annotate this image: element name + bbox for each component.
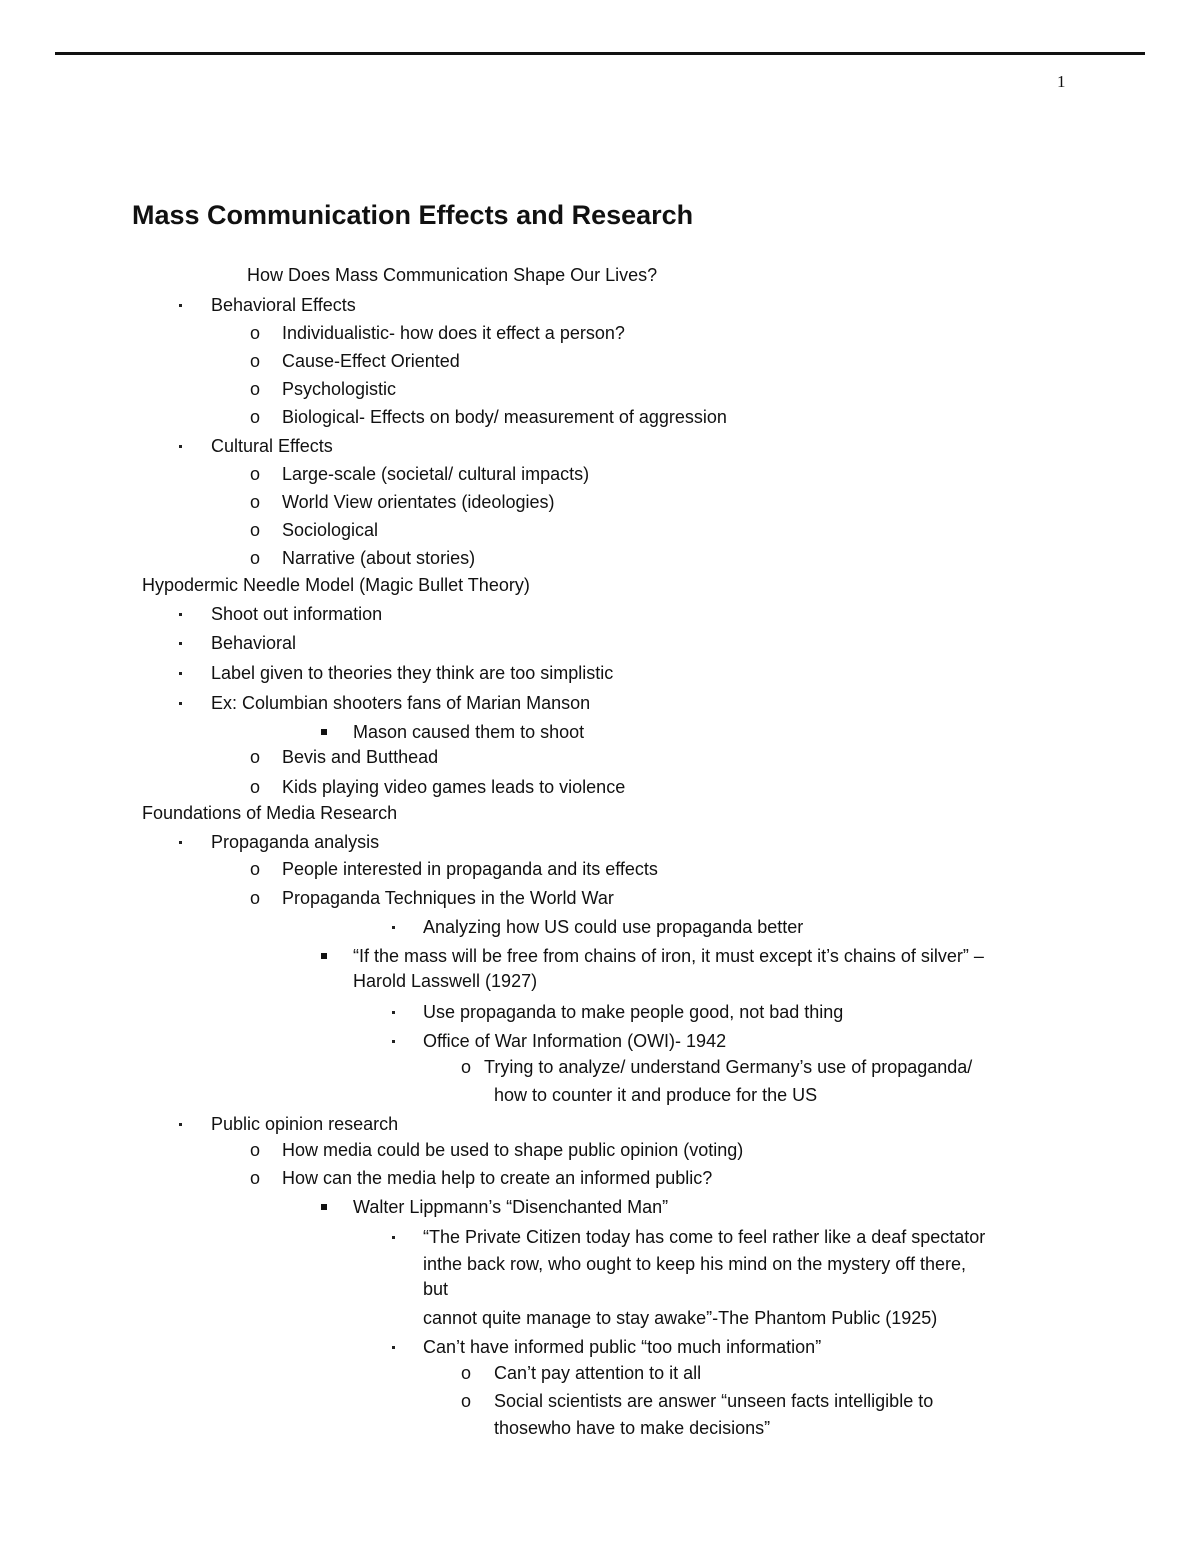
list-item: Can’t pay attention to it all bbox=[494, 1363, 702, 1383]
list-item: People interested in propaganda and its effects bbox=[282, 859, 658, 879]
list-item: World View orientates (ideologies) bbox=[282, 492, 555, 512]
bullet-dot bbox=[392, 1011, 395, 1014]
header-rule bbox=[55, 52, 1145, 55]
bullet-o: o bbox=[250, 520, 261, 540]
list-item-continued: Harold Lasswell (1927) bbox=[353, 971, 538, 991]
list-item: Office of War Information (OWI)- 1942 bbox=[423, 1031, 727, 1051]
bullet-o: o bbox=[250, 351, 261, 371]
list-item-continued: how to counter it and produce for the US bbox=[494, 1085, 818, 1105]
list-item: How media could be used to shape public opinion (voting) bbox=[282, 1140, 744, 1160]
bullet-square bbox=[321, 953, 327, 959]
bullet-dot bbox=[179, 642, 182, 645]
list-item-continued: inthe back row, who ought to keep his mind on the mystery off there, bbox=[423, 1254, 966, 1274]
list-item-continued: cannot quite manage to stay awake”-The Phantom Public (1925) bbox=[423, 1308, 938, 1328]
section-heading: Foundations of Media Research bbox=[142, 803, 398, 823]
bullet-square bbox=[321, 1204, 327, 1210]
bullet-o: o bbox=[250, 859, 261, 879]
bullet-dot bbox=[179, 841, 182, 844]
bullet-o: o bbox=[461, 1391, 472, 1411]
page-number: 1 bbox=[1057, 72, 1066, 91]
list-item: How can the media help to create an informed public? bbox=[282, 1168, 713, 1188]
bullet-dot bbox=[179, 672, 182, 675]
list-item: Kids playing video games leads to violence bbox=[282, 777, 626, 797]
bullet-o: o bbox=[250, 464, 261, 484]
list-item: Propaganda Techniques in the World War bbox=[282, 888, 614, 908]
list-item: Narrative (about stories) bbox=[282, 548, 476, 568]
list-item: Individualistic- how does it effect a person? bbox=[282, 323, 625, 343]
bullet-square bbox=[321, 729, 327, 735]
bullet-dot bbox=[179, 702, 182, 705]
bullet-o: o bbox=[250, 492, 261, 512]
list-item: Propaganda analysis bbox=[211, 832, 380, 852]
list-item: Sociological bbox=[282, 520, 379, 540]
bullet-o: o bbox=[250, 777, 261, 797]
section-heading: Hypodermic Needle Model (Magic Bullet Theory) bbox=[142, 575, 530, 595]
bullet-o: o bbox=[250, 747, 261, 767]
list-item: Biological- Effects on body/ measurement of aggression bbox=[282, 407, 727, 427]
bullet-dot bbox=[392, 926, 395, 929]
bullet-dot bbox=[179, 1123, 182, 1126]
bullet-o: o bbox=[461, 1057, 472, 1077]
list-item: Behavioral Effects bbox=[211, 295, 356, 315]
list-item: Label given to theories they think are too simplistic bbox=[211, 663, 614, 683]
list-item: Public opinion research bbox=[211, 1114, 399, 1134]
list-item: Cause-Effect Oriented bbox=[282, 351, 460, 371]
bullet-dot bbox=[392, 1236, 395, 1239]
list-item: Use propaganda to make people good, not bad thing bbox=[423, 1002, 844, 1022]
bullet-o: o bbox=[250, 379, 261, 399]
list-item: Ex: Columbian shooters fans of Marian Manson bbox=[211, 693, 591, 713]
bullet-dot bbox=[392, 1346, 395, 1349]
bullet-o: o bbox=[250, 323, 261, 343]
bullet-dot bbox=[179, 304, 182, 307]
list-item: Psychologistic bbox=[282, 379, 397, 399]
list-item: Analyzing how US could use propaganda better bbox=[423, 917, 804, 937]
document-title: Mass Communication Effects and Research bbox=[132, 200, 694, 230]
list-item-continued: thosewho have to make decisions” bbox=[494, 1418, 771, 1438]
bullet-o: o bbox=[250, 407, 261, 427]
list-item: “If the mass will be free from chains of iron, it must except it’s chains of silver” – bbox=[353, 946, 984, 966]
subtitle: How Does Mass Communication Shape Our Lives? bbox=[247, 265, 658, 285]
bullet-o: o bbox=[250, 888, 261, 908]
list-item: Bevis and Butthead bbox=[282, 747, 439, 767]
list-item-continued: but bbox=[423, 1279, 449, 1299]
bullet-dot bbox=[179, 613, 182, 616]
bullet-dot bbox=[179, 445, 182, 448]
list-item: Behavioral bbox=[211, 633, 297, 653]
list-item: Social scientists are answer “unseen facts intelligible to bbox=[494, 1391, 934, 1411]
list-item: Large-scale (societal/ cultural impacts) bbox=[282, 464, 590, 484]
bullet-o: o bbox=[250, 548, 261, 568]
bullet-dot bbox=[392, 1040, 395, 1043]
list-item: Shoot out information bbox=[211, 604, 383, 624]
bullet-o: o bbox=[250, 1140, 261, 1160]
list-item: “The Private Citizen today has come to feel rather like a deaf spectator bbox=[423, 1227, 986, 1247]
list-item: Trying to analyze/ understand Germany’s use of propaganda/ bbox=[484, 1057, 973, 1077]
list-item: Walter Lippmann’s “Disenchanted Man” bbox=[353, 1197, 669, 1217]
bullet-o: o bbox=[461, 1363, 472, 1383]
list-item: Cultural Effects bbox=[211, 436, 333, 456]
list-item: Can’t have informed public “too much information” bbox=[423, 1337, 822, 1357]
bullet-o: o bbox=[250, 1168, 261, 1188]
list-item: Mason caused them to shoot bbox=[353, 722, 585, 742]
